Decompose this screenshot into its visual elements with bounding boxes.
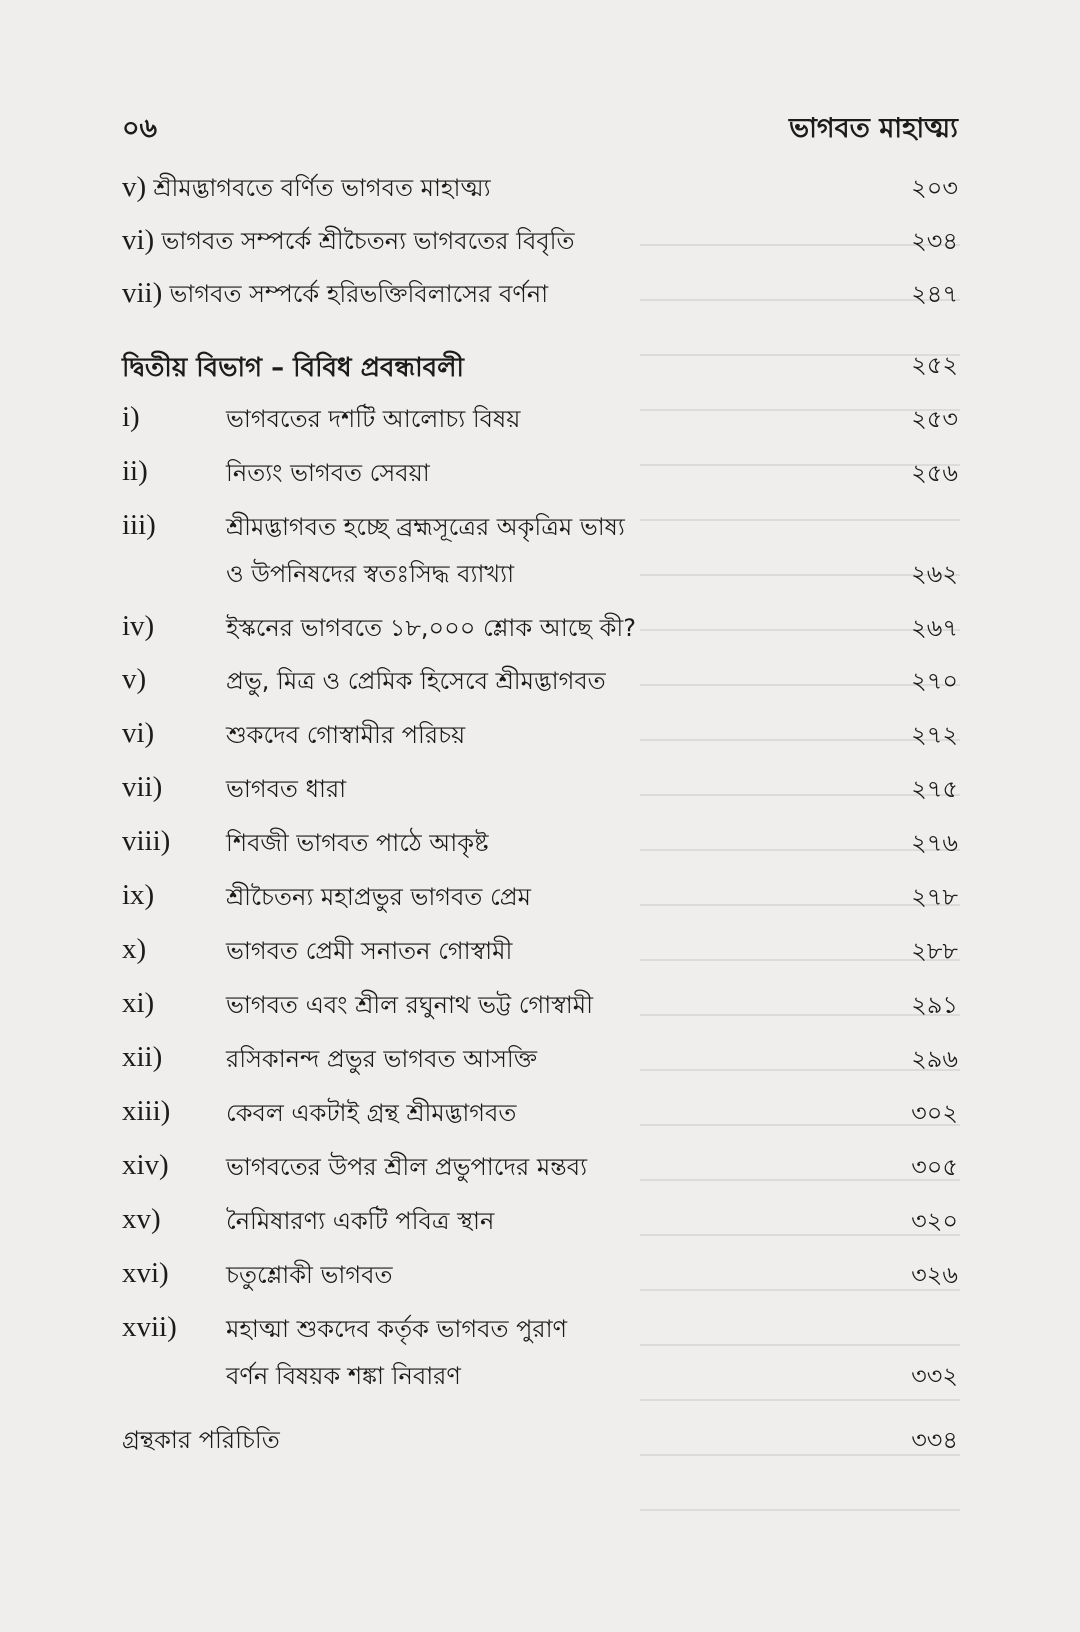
toc-entry — [122, 1095, 958, 1141]
toc-entry-title: ভাগবত ধারা — [226, 775, 347, 803]
toc-entry — [122, 401, 958, 447]
toc-entry-title: মহাত্মা শুকদেব কর্তৃক ভাগবত পুরাণ — [226, 1315, 568, 1343]
toc-entry-title: ইস্কনের ভাগবতে ১৮,০০০ শ্লোক আছে কী? — [226, 614, 636, 642]
toc-entry-title: ভাগবতের দশটি আলোচ্য বিষয় — [226, 405, 521, 433]
toc-entry-page: ২৬২ — [911, 560, 958, 588]
toc-entry-page: ২৫৩ — [911, 405, 958, 433]
section-heading-page: ২৫২ — [911, 351, 958, 379]
toc-entry-title: ভাগবত সম্পর্কে শ্রীচৈতন্য ভাগবতের বিবৃতি — [161, 227, 575, 255]
toc-entry-numeral: vi) — [122, 224, 162, 256]
toc-entry-page: ২৭০ — [911, 667, 958, 695]
toc-entry-title-line2: ও উপনিষদের স্বতঃসিদ্ধ ব্যাখ্যা — [226, 560, 515, 588]
toc-entry-title: নিত্যং ভাগবত সেবয়া — [226, 459, 430, 487]
toc-entry — [122, 933, 958, 979]
toc-entry — [122, 170, 958, 216]
toc-entry-numeral: v) — [122, 171, 154, 203]
section-heading: দ্বিতীয় বিভাগ – বিবিধ প্রবন্ধাবলী — [122, 353, 464, 383]
toc-entry — [122, 1203, 958, 1249]
toc-entry-title: কেবল একটাই গ্রন্থ শ্রীমদ্ভাগবত — [226, 1099, 517, 1127]
toc-entry-title: গ্রন্থকার পরিচিতি — [122, 1426, 280, 1454]
toc-entry-numeral: v) — [122, 663, 147, 695]
toc-entry — [122, 1257, 958, 1303]
toc-entry-numeral: xiii) — [122, 1095, 171, 1127]
toc-entry-title: নৈমিষারণ্য একটি পবিত্র স্থান — [226, 1207, 495, 1235]
toc-entry-title: শুকদেব গোস্বামীর পরিচয় — [226, 721, 466, 749]
toc-entry — [122, 1311, 958, 1407]
toc-entry-page: ৩২৬ — [911, 1261, 958, 1289]
toc-entry-title: শ্রীমদ্ভাগবতে বর্ণিত ভাগবত মাহাত্ম্য — [153, 174, 491, 202]
toc-entry-page: ৩৩৪ — [911, 1426, 958, 1454]
toc-entry — [122, 717, 958, 763]
toc-entry-page: ২৫৬ — [911, 459, 958, 487]
toc-entry-numeral: vii) — [122, 771, 163, 803]
toc-entry-page: ২৩৪ — [911, 227, 958, 255]
toc-entry-page: ৩২০ — [911, 1207, 958, 1235]
toc-entry-title: চতুশ্লোকী ভাগবত — [226, 1261, 393, 1289]
toc-entry — [122, 987, 958, 1033]
toc-entry-title: শ্রীমদ্ভাগবত হচ্ছে ব্রহ্মসূত্রের অকৃত্রিম ভাষ্য — [226, 513, 625, 541]
toc-entry-numeral: ix) — [122, 879, 155, 911]
toc-entry-page: ৩০২ — [911, 1099, 958, 1127]
toc-entry-numeral: xvi) — [122, 1257, 169, 1289]
toc-entry — [122, 455, 958, 501]
toc-entry-numeral: ii) — [122, 455, 148, 487]
toc-entry-page: ৩০৫ — [911, 1153, 958, 1181]
toc-entry-page: ২৮৮ — [911, 937, 958, 965]
toc-entry-title: প্রভু, মিত্র ও প্রেমিক হিসেবে শ্রীমদ্ভাগবত — [226, 667, 606, 695]
toc-entry-page: ২৯১ — [911, 991, 958, 1019]
section-heading-row — [122, 347, 958, 393]
toc-entry-title: ভাগবত প্রেমী সনাতন গোস্বামী — [226, 937, 513, 965]
toc-entry-numeral: viii) — [122, 825, 171, 857]
toc-entry-numeral: vii) — [122, 277, 170, 309]
toc-entry-page: ২৬৭ — [911, 614, 958, 642]
toc-entry-title: শিবজী ভাগবত পাঠে আকৃষ্ট — [226, 829, 489, 857]
toc-entry-page: ২০৩ — [911, 174, 958, 202]
toc-entry — [122, 509, 958, 605]
toc-entry — [122, 276, 958, 322]
toc-entry-author-intro — [122, 1422, 958, 1468]
toc-entry-title: ভাগবত সম্পর্কে হরিভক্তিবিলাসের বর্ণনা — [169, 280, 549, 308]
toc-entry-numeral: iv) — [122, 610, 155, 642]
toc-entry — [122, 610, 958, 656]
toc-entry-page: ২৭৫ — [911, 775, 958, 803]
toc-entry-title-line2: বর্ণন বিষয়ক শঙ্কা নিবারণ — [226, 1362, 461, 1390]
toc-entry-numeral: xvii) — [122, 1311, 177, 1343]
running-book-title: ভাগবত মাহাত্ম্য — [788, 113, 958, 144]
toc-entry-page: ২৭৬ — [911, 829, 958, 857]
toc-entry-title: শ্রীচৈতন্য মহাপ্রভুর ভাগবত প্রেম — [226, 883, 531, 911]
toc-entry-page: ২৭২ — [911, 721, 958, 749]
toc-entry — [122, 825, 958, 871]
toc-entry — [122, 879, 958, 925]
toc-entry — [122, 1041, 958, 1087]
toc-entry-page: ২৪৭ — [911, 280, 958, 308]
toc-entry — [122, 771, 958, 817]
toc-entry — [122, 1149, 958, 1195]
toc-entry-numeral: x) — [122, 933, 147, 965]
toc-entry-title: ভাগবত এবং শ্রীল রঘুনাথ ভট্ট গোস্বামী — [226, 991, 593, 1019]
toc-entry-page: ২৯৬ — [911, 1045, 958, 1073]
toc-entry-numeral: xii) — [122, 1041, 163, 1073]
toc-entry — [122, 663, 958, 709]
toc-entry-numeral: xiv) — [122, 1149, 169, 1181]
toc-entry-numeral: xi) — [122, 987, 155, 1019]
toc-entry-numeral: iii) — [122, 509, 156, 541]
toc-entry-title: রসিকানন্দ প্রভুর ভাগবত আসক্তি — [226, 1045, 538, 1073]
toc-entry-page: ২৭৮ — [911, 883, 958, 911]
toc-entry-title: ভাগবতের উপর শ্রীল প্রভুপাদের মন্তব্য — [226, 1153, 588, 1181]
toc-entry-numeral: xv) — [122, 1203, 161, 1235]
page-number: ০৬ — [122, 113, 158, 144]
toc-entry-page: ৩৩২ — [911, 1362, 958, 1390]
toc-entry — [122, 223, 958, 269]
toc-entry-numeral: i) — [122, 401, 140, 433]
table-of-contents — [122, 0, 958, 1632]
toc-entry-numeral: vi) — [122, 717, 155, 749]
